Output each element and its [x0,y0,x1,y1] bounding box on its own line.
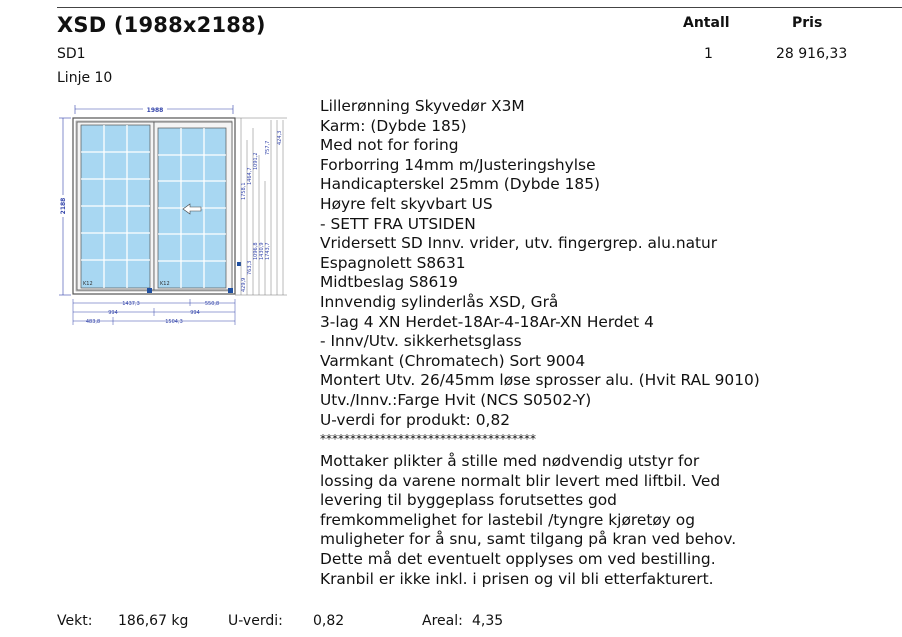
description-line: Midtbeslag S8619 [320,273,458,292]
right-dim-label: 1091,2 [253,152,259,170]
description-line: Espagnolett S8631 [320,253,466,272]
description-line: Utv./Innv.:Farge Hvit (NCS S0502-Y) [320,390,592,409]
description-line: Montert Utv. 26/45mm løse sprosser alu. (Hvit RAL 9010) [320,371,760,390]
description-line: Innvendig sylinderlås XSD, Grå [320,292,559,311]
product-code: SD1 [57,46,86,62]
corner-marker [147,288,152,293]
corner-marker [237,262,241,266]
line-number: Linje 10 [57,70,113,86]
note-line: Mottaker plikter å stille med nødvendig utstyr for [320,452,700,470]
note-line: Dette må det eventuelt opplyses om ved bestilling. [320,549,716,568]
description-line: Vridersett SD Innv. vrider, utv. fingergrep. alu.natur [320,234,718,253]
description-line: - Innv/Utv. sikkerhetsglass [320,332,522,351]
right-dim-label: 1430,9 [259,242,265,260]
description-line: Varmkant (Chromatech) Sort 9004 [320,351,586,370]
right-dim-label: 1743,7 [265,242,271,260]
top-divider [57,7,902,8]
right-dim-label: 1464,7 [247,167,253,185]
description-line: Handicapterskel 25mm (Dybde 185) [320,175,601,194]
corner-marker [228,288,233,293]
bottom-dim-label: 994 [190,310,200,316]
note-line: levering til byggeplass forutsettes god [320,491,617,510]
area-label: Areal: [422,613,463,629]
right-dim-label: 1096,8 [253,242,259,260]
qty-header: Antall [683,15,730,31]
description-line: Karm: (Dybde 185) [320,116,467,135]
area-value: 4,35 [472,613,504,629]
bottom-dim-label: 1504,3 [165,319,183,325]
description-line: Forborring 14mm m/Justeringshylse [320,155,596,174]
note-line: lossing da varene normalt blir levert med liftbil. Ved [320,471,721,490]
right-dim-label: 429,9 [241,277,247,292]
pane-label-right: K12 [160,281,170,287]
description-line: - SETT FRA UTSIDEN [320,214,476,233]
description-separator: ************************************ [320,432,536,447]
bottom-dim-label: 483,8 [85,319,101,325]
bottom-dim-label: 1437,3 [122,301,140,307]
right-dim-label: 763,3 [247,260,253,275]
u-value-label: U-verdi: [228,613,283,629]
weight-value: 186,67 kg [118,613,189,629]
product-title: XSD (1988x2188) [57,13,266,37]
price-header: Pris [792,15,823,31]
door-drawing [55,100,290,330]
description-line: Lillerønning Skyvedør X3M [320,97,525,115]
description-line: Med not for foring [320,136,459,155]
description-line: 3-lag 4 XN Herdet-18Ar-4-18Ar-XN Herdet 4 [320,312,654,331]
bottom-dim-label: 994 [108,310,118,316]
pane-label-left: K12 [83,281,93,287]
note-line: muligheter for å snu, samt tilgang på kran ved behov. [320,530,737,549]
right-dim-label: 424,3 [277,130,283,145]
right-dim-label: 1758,1 [241,182,247,200]
product-description [320,97,760,450]
description-line: U-verdi for produkt: 0,82 [320,410,511,429]
qty-value: 1 [704,46,713,62]
height-dim-label: 2188 [60,197,67,215]
width-dim-label: 1988 [146,107,164,114]
right-dim-label: 757,7 [265,140,271,155]
note-line: fremkommelighet for lastebil /tyngre kjøretøy og [320,510,695,529]
description-line: Høyre felt skyvbart US [320,194,493,213]
bottom-dim-label: 550,8 [204,301,220,307]
note-line: Kranbil er ikke inkl. i prisen og vil bli etterfakturert. [320,569,714,588]
delivery-note [320,452,736,589]
price-value: 28 916,33 [776,46,848,62]
u-value: 0,82 [313,613,345,629]
weight-label: Vekt: [57,613,93,629]
